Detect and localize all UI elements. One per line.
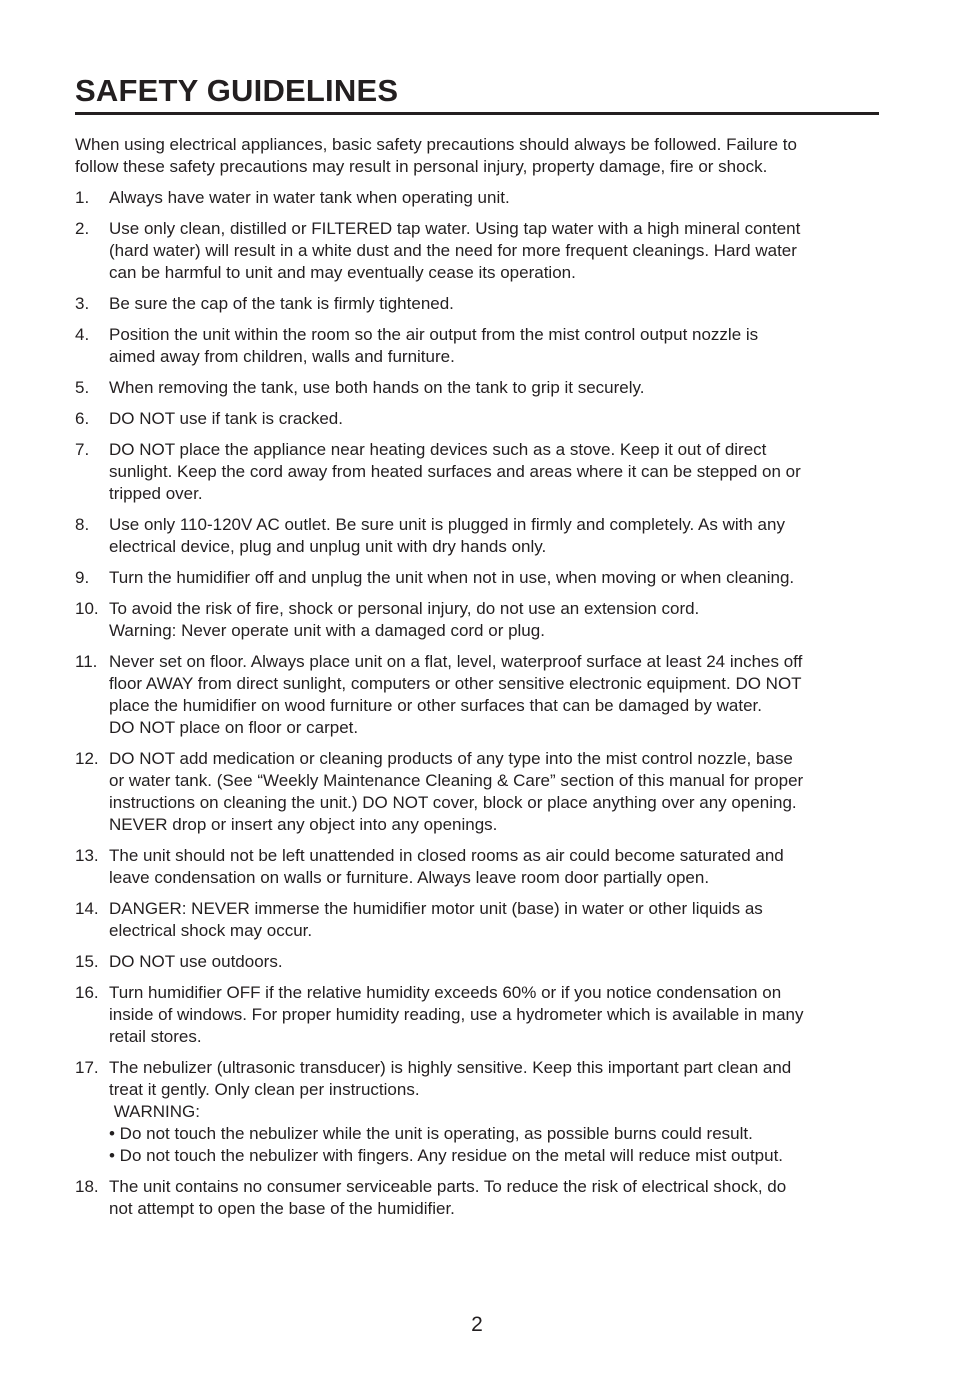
item-number: 12. (75, 749, 99, 768)
item-text-line: (hard water) will result in a white dust and the need for more frequent cleanings. Hard water (109, 241, 797, 260)
item-number: 10. (75, 599, 99, 618)
guideline-item (75, 598, 879, 642)
item-text-line: DO NOT use if tank is cracked. (109, 409, 343, 428)
item-text-line: Warning: Never operate unit with a damaged cord or plug. (109, 621, 545, 640)
item-text-line: place the humidifier on wood furniture or other surfaces that can be damaged by water. (109, 696, 762, 715)
item-text-line: • Do not touch the nebulizer with fingers. Any residue on the metal will reduce mist output. (109, 1146, 784, 1165)
intro-line: When using electrical appliances, basic safety precautions should always be followed. Failure to (75, 135, 797, 154)
item-number: 7. (75, 440, 90, 459)
page-number: 2 (471, 1313, 483, 1336)
item-text-line: DO NOT place on floor or carpet. (109, 718, 359, 737)
item-number: 17. (75, 1058, 99, 1077)
guideline-item (75, 218, 879, 284)
item-number: 11. (75, 652, 98, 671)
item-number: 8. (75, 515, 90, 534)
item-text-line: NEVER drop or insert any object into any openings. (109, 815, 498, 834)
document-page (75, 70, 879, 1220)
item-number: 13. (75, 846, 99, 865)
guideline-item (75, 1057, 879, 1167)
item-text-line: instructions on cleaning the unit.) DO NOT cover, block or place anything over any opening. (109, 793, 797, 812)
item-number: 6. (75, 409, 90, 428)
item-text-line: The unit contains no consumer serviceable parts. To reduce the risk of electrical shock, do (109, 1177, 787, 1196)
item-number: 3. (75, 294, 90, 313)
guideline-item (75, 567, 879, 589)
guideline-item (75, 1176, 879, 1220)
item-text-line: Use only 110-120V AC outlet. Be sure unit is plugged in firmly and completely. As with any (109, 515, 785, 534)
item-text-line: or water tank. (See “Weekly Maintenance Cleaning & Care” section of this manual for proper (109, 771, 804, 790)
item-text-line: tripped over. (109, 484, 203, 503)
guideline-item (75, 982, 879, 1048)
item-number: 2. (75, 219, 90, 238)
item-text-line: Always have water in water tank when operating unit. (109, 188, 510, 207)
item-text-line: Be sure the cap of the tank is firmly tightened. (109, 294, 454, 313)
item-text-line: • Do not touch the nebulizer while the unit is operating, as possible burns could result. (109, 1124, 753, 1143)
guideline-item (75, 187, 879, 209)
item-number: 15. (75, 952, 99, 971)
item-text-line: aimed away from children, walls and furniture. (109, 347, 455, 366)
item-number: 1. (75, 188, 90, 207)
intro-line: follow these safety precautions may result in personal injury, property damage, fire or shock. (75, 157, 768, 176)
item-text-line: DO NOT use outdoors. (109, 952, 283, 971)
item-text-line: Turn the humidifier off and unplug the unit when not in use, when moving or when cleaning. (109, 568, 795, 587)
item-text-line: Turn humidifier OFF if the relative humidity exceeds 60% or if you notice condensation on (109, 983, 782, 1002)
guideline-item (75, 898, 879, 942)
guideline-item (75, 748, 879, 836)
item-text-line: inside of windows. For proper humidity reading, use a hydrometer which is available in many (109, 1005, 804, 1024)
item-text-line: can be harmful to unit and may eventually cease its operation. (109, 263, 576, 282)
item-text-line: sunlight. Keep the cord away from heated surfaces and areas where it can be stepped on or (109, 462, 801, 481)
guideline-item (75, 951, 879, 973)
item-text-line: The nebulizer (ultrasonic transducer) is highly sensitive. Keep this important part clean and (109, 1058, 792, 1077)
item-number: 18. (75, 1177, 99, 1196)
guidelines-list (75, 187, 879, 1220)
item-number: 5. (75, 378, 90, 397)
item-text-line: WARNING: (109, 1102, 200, 1121)
guideline-item (75, 408, 879, 430)
guideline-item (75, 377, 879, 399)
item-text-line: To avoid the risk of fire, shock or personal injury, do not use an extension cord. (109, 599, 700, 618)
item-text-line: The unit should not be left unattended in closed rooms as air could become saturated and (109, 846, 784, 865)
item-text-line: DO NOT place the appliance near heating devices such as a stove. Keep it out of direct (109, 440, 767, 459)
item-text-line: Use only clean, distilled or FILTERED tap water. Using tap water with a high mineral content (109, 219, 801, 238)
item-number: 16. (75, 983, 99, 1002)
item-text-line: retail stores. (109, 1027, 202, 1046)
item-number: 14. (75, 899, 99, 918)
item-text-line: DO NOT add medication or cleaning products of any type into the mist control nozzle, base (109, 749, 793, 768)
guideline-item (75, 324, 879, 368)
item-text-line: electrical shock may occur. (109, 921, 313, 940)
item-text-line: treat it gently. Only clean per instructions. (109, 1080, 420, 1099)
item-text-line: floor AWAY from direct sunlight, computers or other sensitive electronic equipment. DO NOT (109, 674, 802, 693)
title-divider (75, 112, 879, 115)
guideline-item (75, 293, 879, 315)
guideline-item (75, 651, 879, 739)
guideline-item (75, 439, 879, 505)
item-text-line: not attempt to open the base of the humidifier. (109, 1199, 455, 1218)
page-title: SAFETY GUIDELINES (75, 73, 399, 108)
item-text-line: electrical device, plug and unplug unit with dry hands only. (109, 537, 547, 556)
guideline-item (75, 514, 879, 558)
item-number: 4. (75, 325, 90, 344)
guideline-item (75, 845, 879, 889)
item-text-line: When removing the tank, use both hands on the tank to grip it securely. (109, 378, 645, 397)
item-text-line: Never set on floor. Always place unit on a flat, level, waterproof surface at least 24 inches off (109, 652, 803, 671)
intro-paragraph (75, 134, 879, 178)
item-text-line: leave condensation on walls or furniture. Always leave room door partially open. (109, 868, 710, 887)
item-number: 9. (75, 568, 90, 587)
item-text-line: Position the unit within the room so the air output from the mist control output nozzle is (109, 325, 759, 344)
item-text-line: DANGER: NEVER immerse the humidifier motor unit (base) in water or other liquids as (109, 899, 763, 918)
